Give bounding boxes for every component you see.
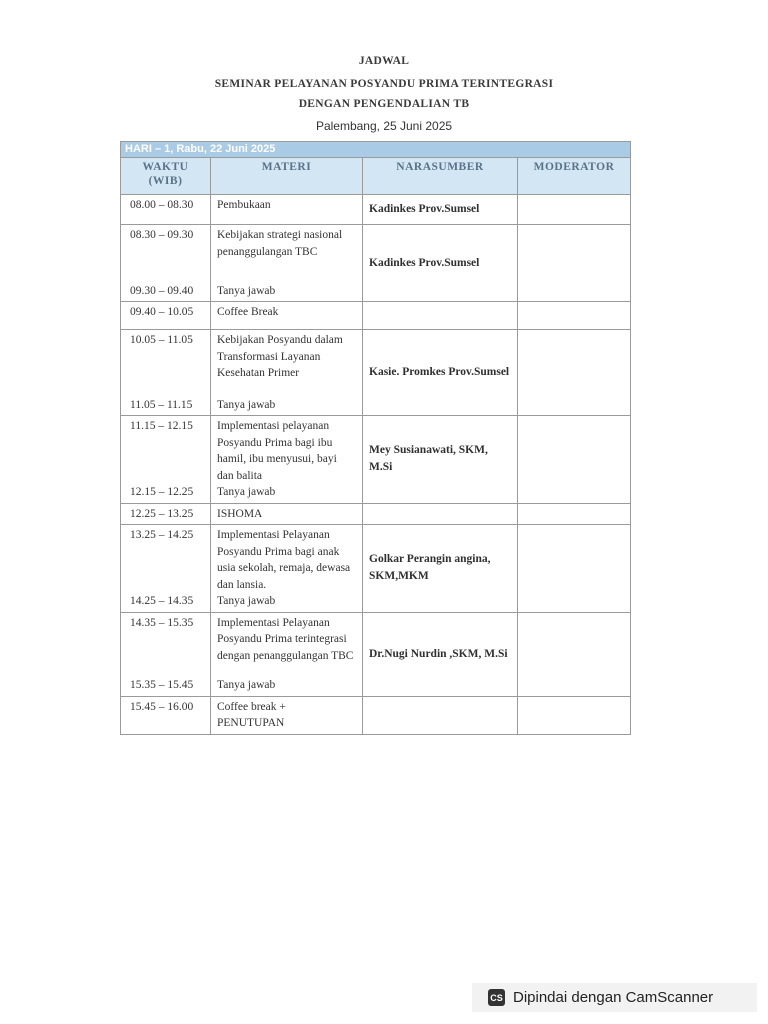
time-stack xyxy=(130,506,206,523)
time-slot: 14.35 – 15.35 xyxy=(130,616,194,629)
material-stack xyxy=(217,699,356,732)
material-item: Coffee Break xyxy=(217,306,279,318)
material-item: Tanya jawab xyxy=(217,486,276,498)
material-cell xyxy=(211,225,363,302)
time-stack xyxy=(130,227,206,299)
material-stack xyxy=(217,197,356,222)
time-slot: 09.40 – 10.05 xyxy=(130,306,194,318)
material-cell xyxy=(211,696,363,734)
time-slot: 15.35 – 15.45 xyxy=(130,679,194,691)
table-row xyxy=(121,416,631,504)
moderator-cell xyxy=(518,503,631,525)
speaker-cell: Kadinkes Prov.Sumsel xyxy=(363,195,518,225)
schedule-body xyxy=(121,195,631,735)
material-item: Implementasi pelayanan Posyandu Prima bagi ibu hamil, ibu menyusui, bayi dan balita xyxy=(217,420,337,482)
material-item: Tanya jawab xyxy=(217,595,276,607)
material-stack xyxy=(217,332,356,413)
time-slot: 14.25 – 14.35 xyxy=(130,595,194,607)
camscanner-text: Dipindai dengan CamScanner xyxy=(513,989,714,1006)
material-item: Implementasi Pelayanan Posyandu Prima bagi anak usia sekolah, remaja, dewasa dan lansia. xyxy=(217,529,351,591)
col-header-time: WAKTU (WIB) xyxy=(121,158,211,195)
time-cell xyxy=(121,525,211,613)
speaker-cell xyxy=(363,302,518,330)
time-slot: 15.45 – 16.00 xyxy=(130,700,194,713)
table-row xyxy=(121,525,631,613)
material-item: Kebijakan strategi nasional penanggulangan TBC xyxy=(217,229,343,258)
material-item: Tanya jawab xyxy=(217,398,276,411)
schedule-table xyxy=(120,141,631,735)
table-row xyxy=(121,302,631,330)
time-cell xyxy=(121,195,211,225)
table-row xyxy=(121,696,631,734)
doc-subtitle: SEMINAR PELAYANAN POSYANDU PRIMA TERINTEGRASI xyxy=(214,78,554,90)
material-item: Tanya jawab xyxy=(217,679,276,691)
material-stack xyxy=(217,304,356,327)
time-stack xyxy=(130,197,206,222)
moderator-cell xyxy=(518,302,631,330)
table-row xyxy=(121,225,631,302)
material-cell xyxy=(211,330,363,416)
speaker-cell: Mey Susianawati, SKM, M.Si xyxy=(363,416,518,504)
doc-title: JADWAL xyxy=(358,55,410,67)
material-item: Kebijakan Posyandu dalam Transformasi Layanan Kesehatan Primer xyxy=(217,334,343,379)
speaker-cell: Dr.Nugi Nurdin ,SKM, M.Si xyxy=(363,612,518,696)
material-stack xyxy=(217,615,356,694)
moderator-cell xyxy=(518,525,631,613)
doc-subtitle-2: DENGAN PENGENDALIAN TB xyxy=(298,98,470,110)
time-slot: 11.05 – 11.15 xyxy=(130,398,193,411)
material-cell xyxy=(211,416,363,504)
material-cell xyxy=(211,612,363,696)
table-row xyxy=(121,195,631,225)
camscanner-icon: CS xyxy=(488,989,505,1006)
speaker-cell: Golkar Perangin angina, SKM,MKM xyxy=(363,525,518,613)
place-date: Palembang, 25 Juni 2025 xyxy=(315,119,453,133)
material-stack xyxy=(217,227,356,299)
material-stack xyxy=(217,527,356,610)
material-item: Implementasi Pelayanan Posyandu Prima terintegrasi dengan penanggulangan TBC xyxy=(217,616,354,662)
time-cell xyxy=(121,302,211,330)
material-cell xyxy=(211,503,363,525)
time-stack xyxy=(130,418,206,501)
camscanner-watermark xyxy=(472,983,757,1012)
time-slot: 12.25 – 13.25 xyxy=(130,507,194,520)
speaker-cell xyxy=(363,503,518,525)
time-cell xyxy=(121,225,211,302)
time-cell xyxy=(121,503,211,525)
time-stack xyxy=(130,699,206,732)
time-slot: 08.00 – 08.30 xyxy=(130,199,194,211)
table-row xyxy=(121,330,631,416)
material-item: ISHOMA xyxy=(217,507,263,520)
time-stack xyxy=(130,615,206,694)
table-row xyxy=(121,612,631,696)
material-stack xyxy=(217,418,356,501)
time-slot: 11.15 – 12.15 xyxy=(130,420,193,432)
moderator-cell xyxy=(518,225,631,302)
material-item: Tanya jawab xyxy=(217,284,276,297)
time-slot: 09.30 – 09.40 xyxy=(130,284,194,297)
speaker-cell: Kadinkes Prov.Sumsel xyxy=(363,225,518,302)
material-cell xyxy=(211,525,363,613)
material-cell xyxy=(211,195,363,225)
col-header-moderator: MODERATOR xyxy=(518,158,631,195)
time-slot: 08.30 – 09.30 xyxy=(130,229,194,241)
material-cell xyxy=(211,302,363,330)
time-cell xyxy=(121,696,211,734)
time-stack xyxy=(130,332,206,413)
time-stack xyxy=(130,527,206,610)
col-header-speaker: NARASUMBER xyxy=(363,158,518,195)
material-stack xyxy=(217,506,356,523)
time-stack xyxy=(130,304,206,327)
material-item: Coffee break + PENUTUPAN xyxy=(217,700,286,729)
table-row xyxy=(121,503,631,525)
col-header-material: MATERI xyxy=(211,158,363,195)
day-label: HARI – 1, Rabu, 22 Juni 2025 xyxy=(121,142,631,158)
speaker-cell xyxy=(363,696,518,734)
moderator-cell xyxy=(518,696,631,734)
moderator-cell xyxy=(518,195,631,225)
moderator-cell xyxy=(518,612,631,696)
time-cell xyxy=(121,330,211,416)
time-cell xyxy=(121,612,211,696)
moderator-cell xyxy=(518,330,631,416)
time-slot: 13.25 – 14.25 xyxy=(130,529,194,541)
moderator-cell xyxy=(518,416,631,504)
time-cell xyxy=(121,416,211,504)
material-item: Pembukaan xyxy=(217,199,271,211)
speaker-cell: Kasie. Promkes Prov.Sumsel xyxy=(363,330,518,416)
time-slot: 10.05 – 11.05 xyxy=(130,334,193,346)
time-slot: 12.15 – 12.25 xyxy=(130,486,194,498)
